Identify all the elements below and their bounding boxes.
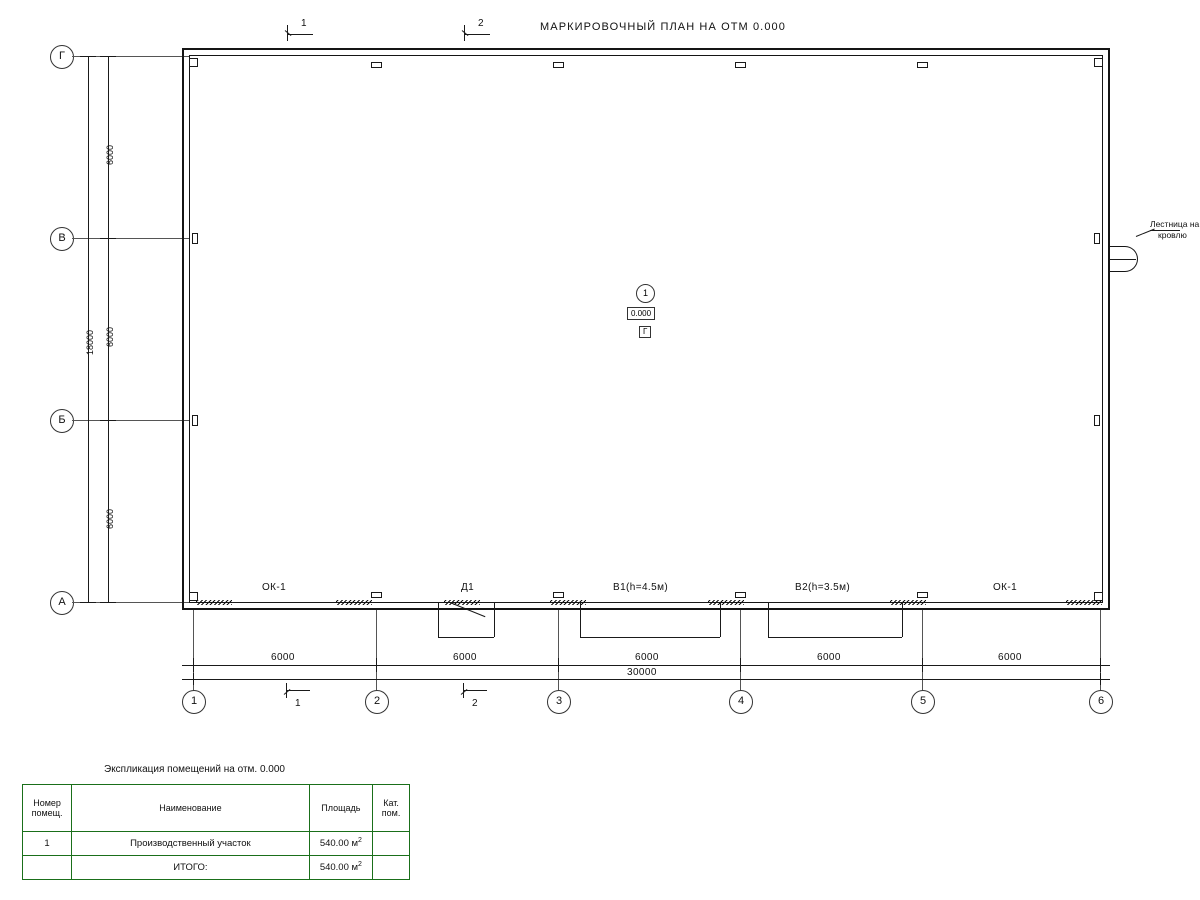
header-number-line1: Номер — [33, 798, 61, 808]
cell-room-area-unit: м — [351, 838, 359, 850]
axis-bubble-horizontal-4[interactable]: 4 — [729, 690, 753, 714]
dim-tick — [193, 658, 194, 672]
cell-total-empty — [23, 856, 72, 880]
gate-leaf — [768, 603, 769, 637]
section-cut-arrow — [284, 689, 291, 695]
dim-chain-horizontal-segments — [182, 665, 1110, 666]
exploitation-title: Экспликация помещений на отм. 0.000 — [104, 764, 285, 775]
axis-bubble-vertical-1[interactable]: Г — [50, 45, 74, 69]
cell-total-area-value: 540.00 — [319, 862, 349, 874]
table-total-row — [23, 856, 410, 880]
table-header-row — [23, 785, 410, 832]
gate-leaf — [720, 603, 721, 637]
dim-vertical-total: 18000 — [85, 329, 95, 355]
column-mark — [189, 58, 198, 67]
dim-tick — [376, 658, 377, 672]
axis-bubble-horizontal-5[interactable]: 5 — [911, 690, 935, 714]
exploitation-table — [22, 784, 410, 880]
room-number-marker: 1 — [636, 284, 655, 303]
header-number-line2: помещ. — [31, 808, 63, 818]
header-name: Наименование — [72, 785, 310, 832]
dim-chain-horizontal-total — [182, 679, 1110, 680]
cell-room-number: 1 — [23, 832, 72, 856]
column-mark — [553, 62, 564, 68]
dim-tick — [740, 658, 741, 672]
label-door-d1: Д1 — [461, 582, 475, 593]
axis-extension-5 — [922, 610, 923, 696]
window-hatch — [196, 600, 232, 605]
cell-room-category — [373, 832, 410, 856]
axis-line-b — [72, 420, 190, 421]
label-gate-b1: В1(h=4.5м) — [613, 582, 669, 593]
axis-extension-4 — [740, 610, 741, 696]
label-roof-ladder-line1: Лестница на — [1150, 219, 1200, 229]
roof-ladder-rung — [1110, 259, 1136, 260]
cell-room-name: Производственный участок — [72, 832, 310, 856]
section-cut-top-label-2: 2 — [478, 18, 484, 29]
dim-vertical-segment-2: 6000 — [105, 326, 115, 347]
label-gate-b2: В2(h=3.5м) — [795, 582, 851, 593]
dim-horizontal-total: 30000 — [627, 667, 657, 678]
label-roof-ladder-line2: кровлю — [1158, 230, 1187, 240]
drawing-title: МАРКИРОВОЧНЫЙ ПЛАН НА ОТМ 0.000 — [540, 21, 786, 33]
dim-horizontal-segment-5: 6000 — [998, 652, 1022, 663]
cell-total-area-unit-sup: 2 — [358, 861, 362, 869]
dim-vertical-segment-3: 6000 — [105, 508, 115, 529]
cell-room-area — [309, 832, 372, 856]
header-area: Площадь — [309, 785, 372, 832]
axis-bubble-horizontal-1[interactable]: 1 — [182, 690, 206, 714]
column-mark — [1094, 58, 1103, 67]
door-opening-d1 — [480, 602, 550, 603]
dim-horizontal-segment-4: 6000 — [817, 652, 841, 663]
column-mark — [735, 592, 746, 598]
gate-swing — [768, 637, 902, 638]
column-mark — [917, 62, 928, 68]
door-leaf — [494, 603, 495, 637]
window-opening-ok1-right — [926, 602, 1066, 603]
dim-horizontal-segment-1: 6000 — [271, 652, 295, 663]
header-category-line2: пом. — [381, 808, 401, 818]
dim-tick — [193, 673, 194, 685]
room-category-marker: Г — [639, 326, 651, 338]
dim-vertical-segment-1: 6000 — [105, 144, 115, 165]
dim-tick — [922, 658, 923, 672]
gate-leaf — [580, 603, 581, 637]
window-hatch — [336, 600, 372, 605]
section-cut-arrow — [461, 689, 468, 695]
column-mark — [192, 415, 198, 426]
dim-tick — [100, 238, 116, 239]
header-number — [23, 785, 72, 832]
door-leaf — [438, 603, 439, 637]
section-cut-bottom-label-2: 2 — [472, 698, 478, 709]
axis-bubble-vertical-4[interactable]: А — [50, 591, 74, 615]
cell-total-category — [373, 856, 410, 880]
column-mark — [371, 62, 382, 68]
gate-opening-b2 — [768, 602, 890, 603]
column-mark — [917, 592, 928, 598]
dim-tick — [100, 420, 116, 421]
cell-total-area — [309, 856, 372, 880]
label-window-ok1-left: ОК-1 — [262, 582, 287, 593]
table-row — [23, 832, 410, 856]
dim-tick — [100, 56, 116, 57]
dim-tick — [1100, 658, 1101, 672]
window-opening-ok1-left — [232, 602, 336, 603]
axis-extension-3 — [558, 610, 559, 696]
dim-horizontal-segment-3: 6000 — [635, 652, 659, 663]
column-mark — [553, 592, 564, 598]
gate-swing — [580, 637, 720, 638]
cell-room-area-value: 540.00 — [319, 838, 349, 850]
dim-tick — [558, 658, 559, 672]
axis-bubble-horizontal-2[interactable]: 2 — [365, 690, 389, 714]
section-cut-top-label-1: 1 — [301, 18, 307, 29]
gate-hatch — [708, 600, 744, 605]
door-swing — [438, 637, 494, 638]
gate-hatch — [890, 600, 926, 605]
cell-room-area-unit-sup: 2 — [358, 837, 362, 845]
dim-tick — [1100, 673, 1101, 685]
label-window-ok1-right: ОК-1 — [993, 582, 1018, 593]
dim-tick — [80, 602, 96, 603]
dim-horizontal-segment-2: 6000 — [453, 652, 477, 663]
axis-bubble-vertical-2[interactable]: В — [50, 227, 74, 251]
header-category — [373, 785, 410, 832]
axis-line-v — [72, 238, 190, 239]
cell-total-label: ИТОГО: — [72, 856, 310, 880]
gate-opening-b1 — [586, 602, 708, 603]
dim-tick — [80, 56, 96, 57]
column-mark — [192, 233, 198, 244]
axis-bubble-vertical-3[interactable]: Б — [50, 409, 74, 433]
gate-leaf — [902, 603, 903, 637]
column-mark — [1094, 415, 1100, 426]
axis-bubble-horizontal-6[interactable]: 6 — [1089, 690, 1113, 714]
cell-total-area-unit: м — [351, 862, 359, 874]
section-cut-bottom-label-1: 1 — [295, 698, 301, 709]
axis-bubble-horizontal-3[interactable]: 3 — [547, 690, 571, 714]
window-hatch — [1066, 600, 1102, 605]
header-category-line1: Кат. — [383, 798, 399, 808]
axis-extension-2 — [376, 610, 377, 696]
dim-tick — [100, 602, 116, 603]
column-mark — [371, 592, 382, 598]
room-elevation-marker: 0.000 — [627, 307, 655, 320]
column-mark — [735, 62, 746, 68]
column-mark — [1094, 233, 1100, 244]
